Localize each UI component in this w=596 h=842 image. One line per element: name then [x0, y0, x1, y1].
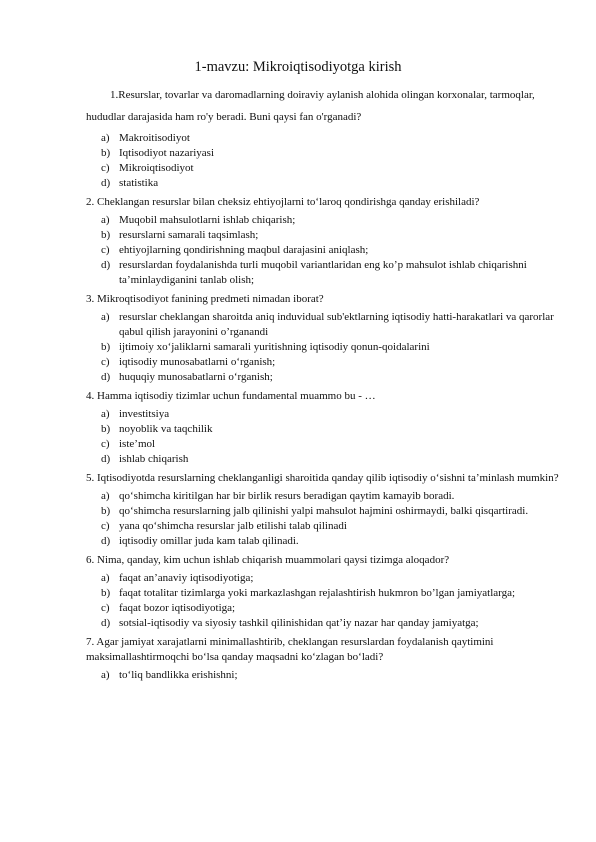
option-letter: d): [101, 371, 111, 383]
option-text: resurslarni samarali taqsimlash;: [119, 229, 259, 241]
option-text: Mikroiqtisodiyot: [119, 162, 194, 174]
answer-option: [86, 489, 566, 504]
option-text: faqat an’anaviy iqtisodiyotiga;: [119, 572, 254, 584]
answer-options: [86, 131, 566, 191]
question-text: 6. Nima, qanday, kim uchun ishlab chiqarish muammolari qaysi tizimga aloqador?: [86, 554, 450, 566]
answer-option: [86, 601, 566, 616]
answer-options: [86, 213, 566, 288]
answer-options: [86, 489, 566, 549]
option-letter: a): [101, 214, 110, 226]
answer-option: [86, 213, 566, 228]
answer-option: [86, 504, 566, 519]
option-letter: d): [101, 535, 111, 547]
answer-option: [86, 228, 566, 243]
answer-options: [86, 668, 566, 683]
option-letter: b): [101, 229, 111, 241]
answer-option: [86, 407, 566, 422]
answer-option: [86, 243, 566, 258]
question-text: 7. Agar jamiyat xarajatlarni minimallashtirib, cheklangan resurslardan foydalanish qaytimini maksimallashtirmoqchi bo‘lsa qanday maqsadni ko‘zlagan bo‘ladi?: [86, 636, 494, 663]
answer-option: [86, 131, 566, 146]
option-text: to‘liq bandlikka erishishni;: [119, 669, 238, 681]
question-list: [86, 84, 566, 687]
question-text: 2. Cheklangan resurslar bilan cheksiz ehtiyojlarni to‘laroq qondirishga qanday erishiladi?: [86, 196, 480, 208]
answer-options: [86, 310, 566, 385]
option-letter: c): [101, 356, 110, 368]
answer-option: [86, 161, 566, 176]
option-text: resurslar cheklangan sharoitda aniq induvidual sub'ektlarning iqtisodiy hatti-harakatlari va qarorlar qabul qilish jarayonini o’rganandi: [119, 311, 554, 338]
option-letter: a): [101, 490, 110, 502]
answer-option: [86, 534, 566, 549]
page-title: 1-mavzu: Mikroiqtisodiyotga kirish: [194, 59, 402, 75]
option-letter: c): [101, 520, 110, 532]
option-letter: b): [101, 423, 111, 435]
option-letter: a): [101, 132, 110, 144]
option-text: qo‘shimcha kiritilgan har bir birlik resurs beradigan qaytim kamayib boradi.: [119, 490, 455, 502]
option-text: ishlab chiqarish: [119, 453, 189, 465]
option-text: Muqobil mahsulotlarni ishlab chiqarish;: [119, 214, 296, 226]
question-block: [86, 84, 566, 191]
question-text: 1.Resurslar, tovarlar va daromadlarning doiraviy aylanish alohida olingan korxonalar, tarmoqlar, hududlar darajasida ham ro'y beradi. Buni qaysi fan o'rganadi?: [86, 89, 535, 123]
option-text: huquqiy munosabatlarni o‘rganish;: [119, 371, 273, 383]
answer-options: [86, 407, 566, 467]
option-text: iste’mol: [119, 438, 156, 450]
answer-option: [86, 437, 566, 452]
answer-options: [86, 571, 566, 631]
answer-option: [86, 571, 566, 586]
question-text: 4. Hamma iqtisodiy tizimlar uchun fundamental muammo bu - …: [86, 390, 376, 402]
question-text: 5. Iqtisodiyotda resurslarning cheklanganligi sharoitida qanday qilib iqtisodiy o‘sishni ta’minlash mumkin?: [86, 472, 559, 484]
question-block: [86, 471, 566, 549]
option-text: statistika: [119, 177, 159, 189]
option-letter: d): [101, 617, 111, 629]
option-text: Makroitisodiyot: [119, 132, 190, 144]
option-letter: c): [101, 244, 110, 256]
option-letter: a): [101, 408, 110, 420]
option-text: iqtisodiy omillar juda kam talab qilinadi.: [119, 535, 299, 547]
option-letter: a): [101, 572, 110, 584]
option-text: yana qo‘shimcha resurslar jalb etilishi talab qilinadi: [119, 520, 347, 532]
answer-option: [86, 258, 566, 288]
option-letter: b): [101, 147, 111, 159]
option-text: resurslardan foydalanishda turli muqobil variantlaridan eng ko’p mahsulot ishlab chiqarishni ta’minlaydiganini tanlab olish;: [119, 259, 527, 286]
answer-option: [86, 310, 566, 340]
option-text: ijtimoiy xo‘jaliklarni samarali yuritishning iqtisodiy qonun-qoidalarini: [119, 341, 430, 353]
option-text: qo‘shimcha resurslarning jalb qilinishi yalpi mahsulot hajmini oshirmaydi, balki qisqartiradi.: [119, 505, 529, 517]
option-text: iqtisodiy munosabatlarni o‘rganish;: [119, 356, 276, 368]
answer-option: [86, 586, 566, 601]
question-block: [86, 292, 566, 385]
answer-option: [86, 146, 566, 161]
answer-option: [86, 370, 566, 385]
question-block: [86, 389, 566, 467]
option-letter: c): [101, 162, 110, 174]
option-letter: a): [101, 669, 110, 681]
answer-option: [86, 340, 566, 355]
option-text: faqat totalitar tizimlarga yoki markazlashgan rejalashtirish hukmron bo’lgan jamiyatlarga;: [119, 587, 516, 599]
question-block: [86, 195, 566, 288]
option-letter: d): [101, 259, 111, 271]
answer-option: [86, 616, 566, 631]
option-letter: d): [101, 453, 111, 465]
option-letter: c): [101, 438, 110, 450]
option-text: faqat bozor iqtisodiyotiga;: [119, 602, 236, 614]
option-text: sotsial-iqtisodiy va siyosiy tashkil qilinishidan qat’iy nazar har qanday jamiyatga;: [119, 617, 479, 629]
option-letter: a): [101, 311, 110, 323]
answer-option: [86, 519, 566, 534]
option-letter: b): [101, 505, 111, 517]
option-text: noyoblik va taqchilik: [119, 423, 213, 435]
option-letter: d): [101, 177, 111, 189]
question-block: [86, 553, 566, 631]
option-letter: b): [101, 341, 111, 353]
answer-option: [86, 422, 566, 437]
option-text: investitsiya: [119, 408, 170, 420]
answer-option: [86, 452, 566, 467]
question-block: [86, 635, 566, 683]
option-letter: c): [101, 602, 110, 614]
option-text: ehtiyojlarning qondirishning maqbul darajasini aniqlash;: [119, 244, 369, 256]
answer-option: [86, 668, 566, 683]
option-letter: b): [101, 587, 111, 599]
answer-option: [86, 176, 566, 191]
answer-option: [86, 355, 566, 370]
option-text: Iqtisodiyot nazariyasi: [119, 147, 215, 159]
question-text: 3. Mikroqtisodiyot fanining predmeti nimadan iborat?: [86, 293, 324, 305]
